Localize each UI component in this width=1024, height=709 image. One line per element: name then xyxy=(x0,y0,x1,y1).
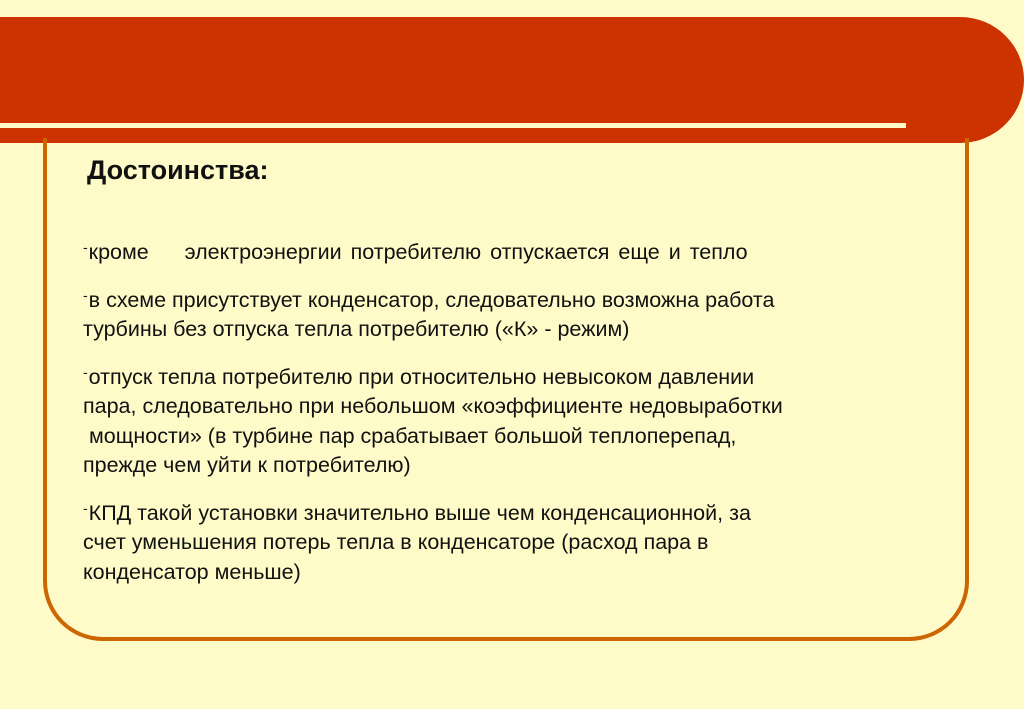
slide-title: Достоинства: xyxy=(87,155,269,185)
list-item-text: КПД такой установки значительно выше чем конденсационной, за счет уменьшения потерь тепла в конденсаторе (расход пара в конденсатор меньше) xyxy=(83,500,751,584)
bullet-dash: - xyxy=(83,286,88,303)
header-divider-line xyxy=(0,123,906,128)
bullet-dash: - xyxy=(83,239,88,255)
list-item xyxy=(83,494,953,588)
advantages-list xyxy=(83,233,953,600)
list-item xyxy=(83,281,953,345)
list-item-text: в схеме присутствует конденсатор, следовательно возможна работа турбины без отпуска тепла потребителю («К» - режим) xyxy=(83,287,775,341)
bullet-dash: - xyxy=(83,499,88,516)
list-item xyxy=(83,233,953,268)
list-item-text: отпуск тепла потребителю при относительно невысоком давлении пара, следовательно при небольшом «коэффициенте недовыработки мощности» (в турбине пар срабатывает большой теплоперепад, прежде чем уйти к потребителю) xyxy=(83,364,783,477)
list-item xyxy=(83,358,953,481)
list-item-text: кроме электроэнергии потребителю отпускается еще и тепло xyxy=(88,240,748,264)
bullet-dash: - xyxy=(83,363,88,380)
